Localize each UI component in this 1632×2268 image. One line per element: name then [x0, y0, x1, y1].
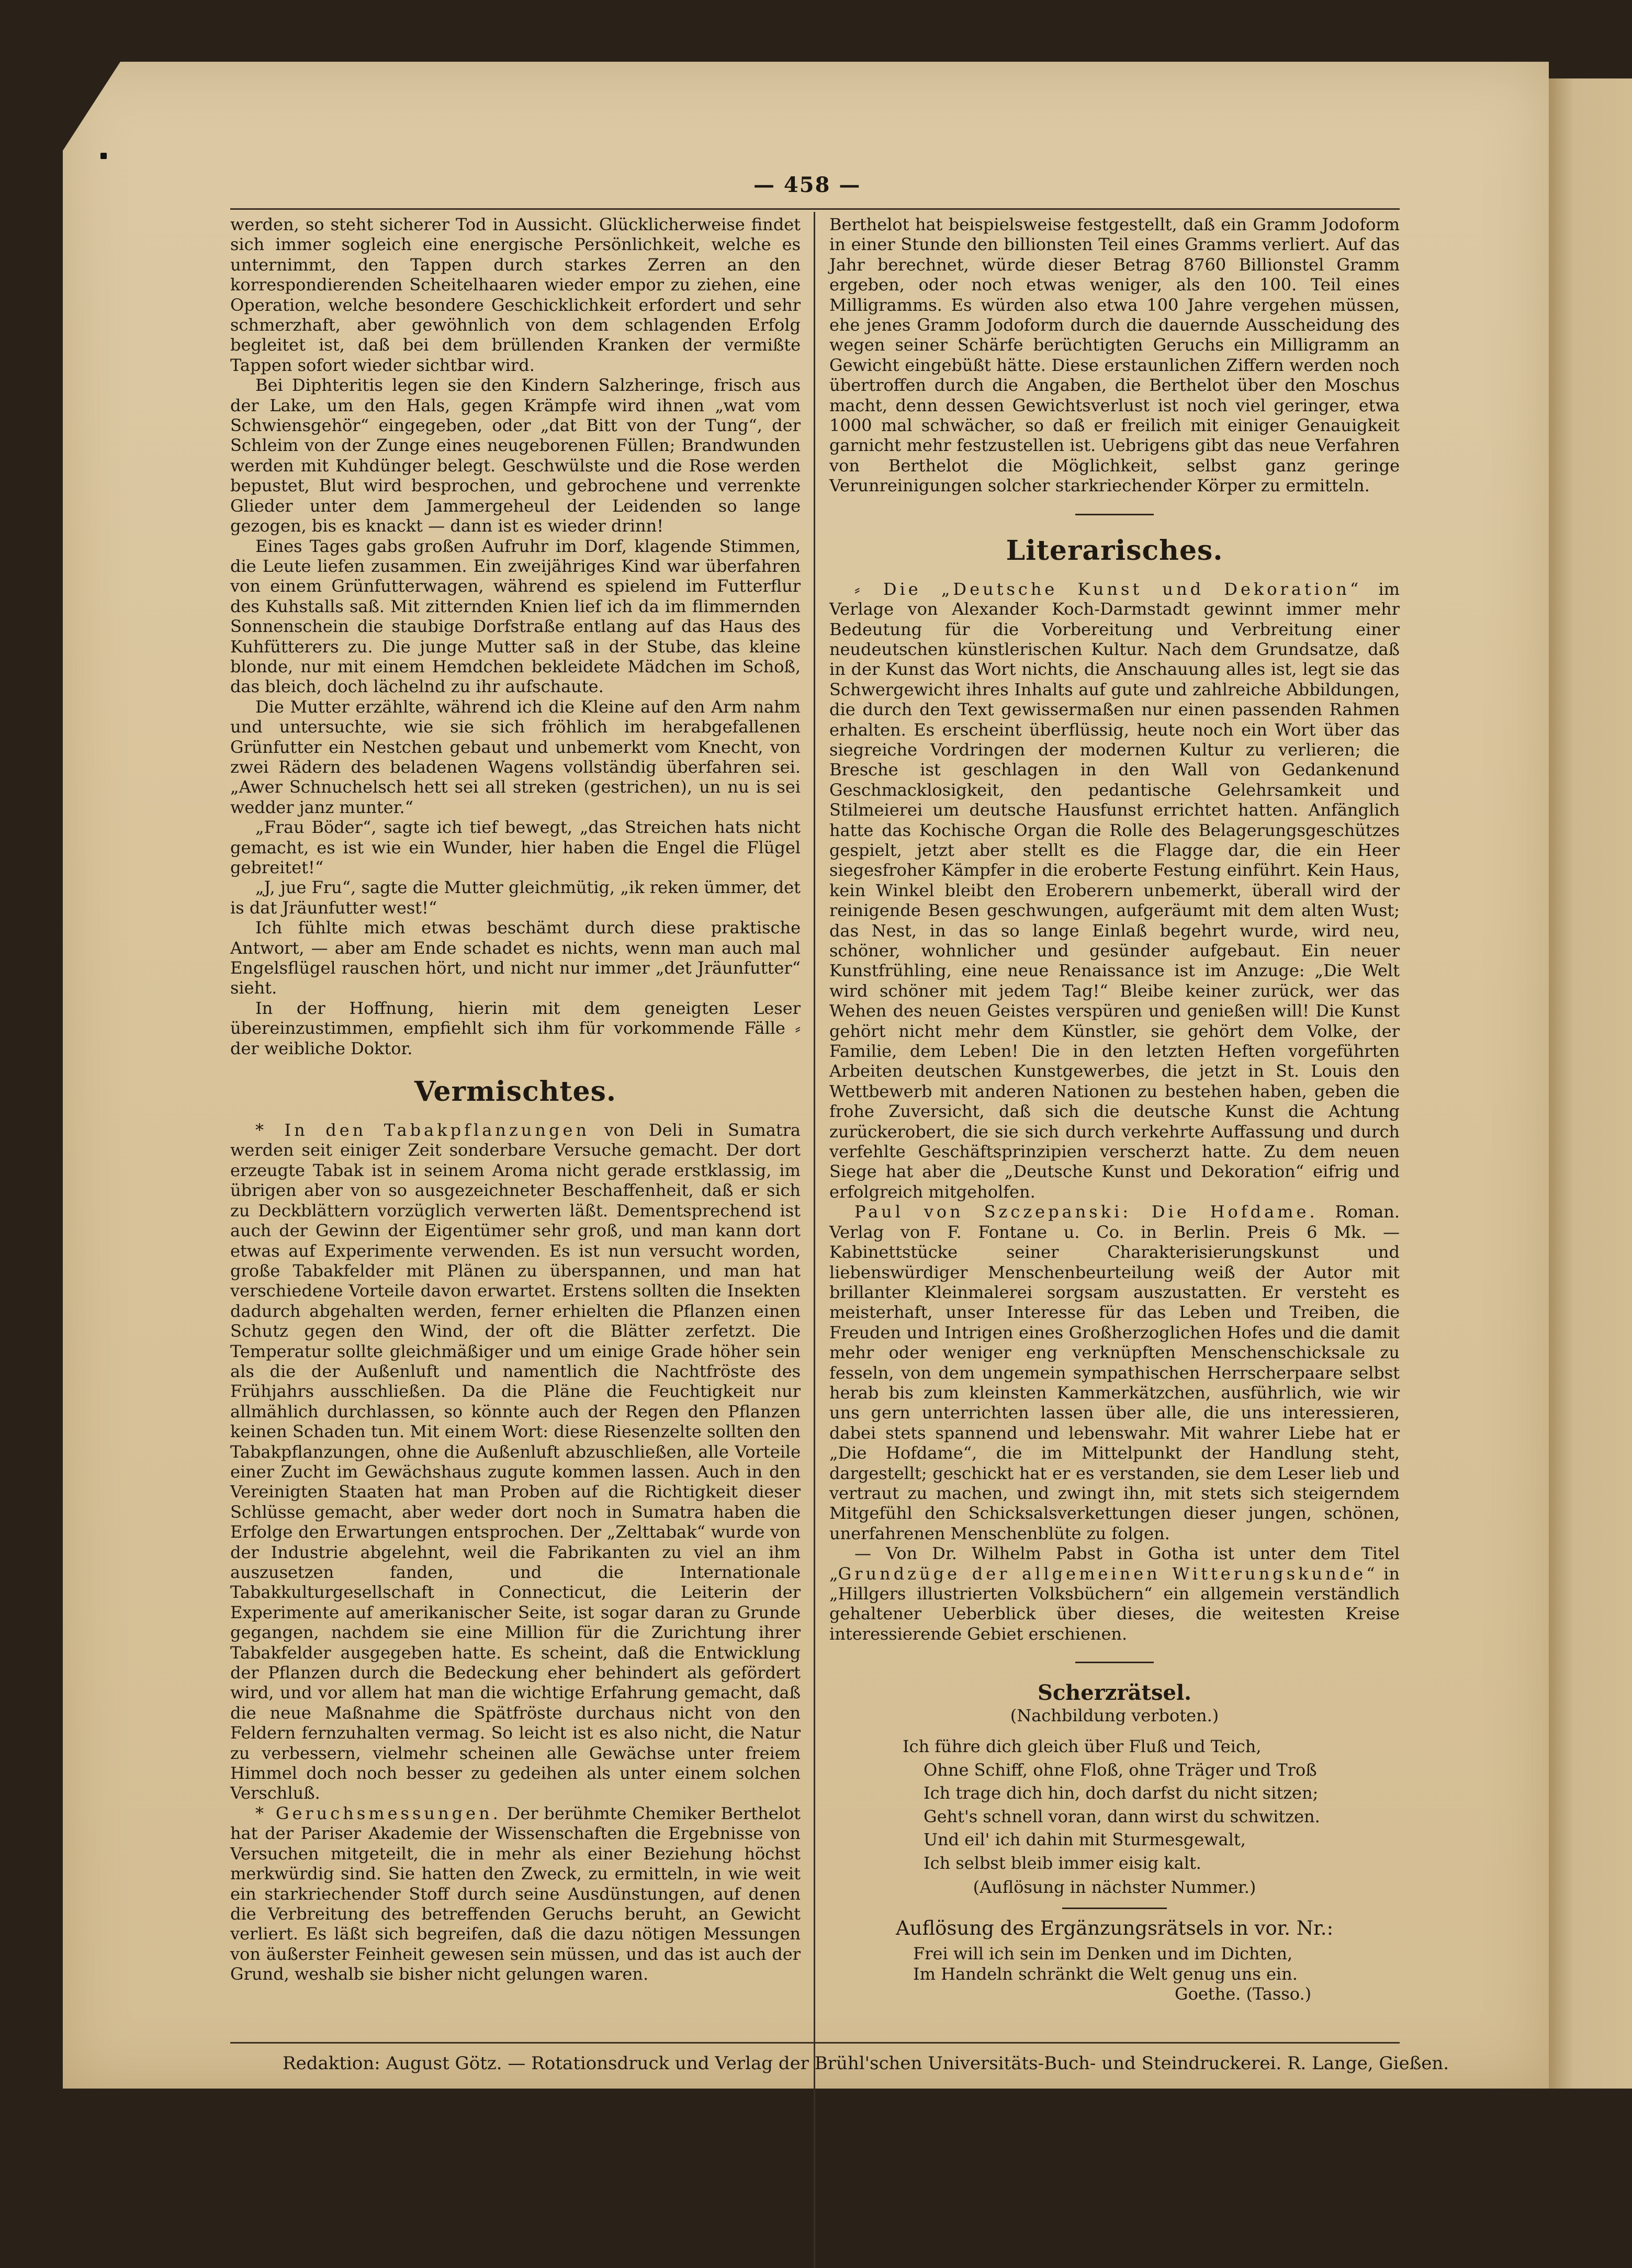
header-rule — [230, 208, 1400, 210]
separator-rule — [1075, 1662, 1154, 1663]
separator-rule — [1062, 1908, 1167, 1909]
review-witterung — [829, 1543, 1400, 1644]
review-body: Roman. Verlag von F. Fontane u. Co. in Berlin. Preis 6 Mk. — Kabinettstücke seiner Charakterisierungskunst und liebenswürdiger Menschenbeurteilung weiß der Autor mit brillanter Kleinmalerei sorgsam auszustatten. Er versteht es meisterhaft, unser Interesse für das Leben und Treiben, die Freuden und Intrigen eines Großherzoglichen Hofes und die damit mehr oder weniger eng verknüpften Menschenschicksale zu fesseln, von dem ungemein sympathischen Herrscherpaare selbst herab bis zum kleinsten Kammerkätzchen, ausführlich, wie wir uns gern unterrichten lassen über alle, die uns interessieren, dabei stets spannend und lebenswahr. Mit wahrer Liebe hat er „Die Hofdame“, die im Mittelpunkt der Handlung steht, dargestellt; geschickt hat er es verstanden, sie dem Leser lieb und vertraut zu machen, und zwingt ihn, mit stets sich steigerndem Mitgefühl den Schicksalsverkettungen dieser jungen, schönen, unerfahrenen Menschenblüte zu folgen. — [829, 1202, 1400, 1543]
paragraph: werden, so steht sicherer Tod in Aussicht. Glücklicherweise findet sich immer sogleich eine energische Persönlichkeit, welche es unternimmt, den Tappen durch starkes Zerren an den korrespondierenden Scheitelhaaren wieder empor zu ziehen, eine Operation, welche besondere Geschicklichkeit erfordert und sehr schmerzhaft, aber gewöhnlich von dem schlagenden Erfolg begleitet ist, daß bei dem brüllenden Kranken der vermißte Tappen sofort wieder sichtbar wird. — [230, 215, 801, 375]
review-lead: ⸗ Die „Deutsche Kunst und Dekoration“ — [854, 579, 1362, 599]
poem-line: Ich führe dich gleich über Fluß und Teich, — [903, 1736, 1262, 1757]
paragraph: Die Mutter erzählte, während ich die Kleine auf den Arm nahm und untersuchte, wie sie sich fröhlich im herabgefallenen Grünfutter ein Nestchen gebaut und unbemerkt vom Knecht, von zwei Rädern des beladenen Wagens vollständig überfahren sei. „Awer Schnuchelsch hett sei all streken (gestrichen), un nu is sei wedder janz munter.“ — [230, 696, 801, 817]
solution-line: Frei will ich sein im Denken und im Dichten, — [913, 1944, 1293, 1964]
article-geruch — [230, 1803, 801, 1984]
article-body: von Deli in Sumatra werden seit einiger Zeit sonderbare Versuche gemacht. Der dort erzeugte Tabak ist in seinem Aroma nicht gerade erstklassig, im übrigen aber von so ausgezeichneter Beschaffenheit, daß er sich zu Deckblättern vorzüglich verwerten läßt. Dementsprechend ist auch der Gewinn der Eigentümer sehr groß, und man kann dort etwas auf Experimente verwenden. Es ist nun versucht worden, große Tabakfelder mit Plänen zu überspannen, und man hat verschiedene Vorteile davon erwartet. Erstens sollten die Insekten dadurch abgehalten werden, ferner erhielten die Pflanzen einen Schutz gegen den Wind, der oft die Blätter zerfetzt. Die Temperatur sollte gleichmäßiger und um einige Grade höher sein als die der Außenluft und namentlich die Nachtfröste des Frühjahrs ausschließen. Da die Pläne die Feuchtigkeit nur allmählich durchlassen, so könnte auch der Regen den Pflanzen keinen Schaden tun. Mit einem Wort: diese Riesenzelte sollten den Tabakpflanzungen, ohne die Außenluft abzuschließen, alle Vorteile einer Zucht im Gewächshaus zugute kommen lassen. Auch in den Vereinigten Staaten hat man Proben auf die Richtigkeit dieser Schlüsse gemacht, aber weder dort noch in Sumatra haben die Erfolge den Erwartungen entsprochen. Der „Zelttabak“ wurde von der Industrie abgelehnt, weil die Fabrikanten zu viel an ihm auszusetzen fanden, und die Internationale Tabakkulturgesellschaft in Connecticut, die Leiterin der Experimente auf amerikanischer Seite, ist sogar daran zu Grunde gegangen, nachdem sie eine Million für die Zurichtung ihrer Tabakfelder ausgegeben hatte. Es scheint, daß die Entwicklung der Pflanzen durch die Bedeckung eher behindert als gefördert wird, und vor allem hat man die wichtige Erfahrung gemacht, daß die neue Maßnahme die Spätfröste durchaus nicht von den Feldern fernzuhalten vermag. So leicht ist es also nicht, die Natur zu verbessern, vielmehr scheinen alle Gewächse unter freiem Himmel doch noch besser zu gedeihen als unter einem solchen Verschluß. — [230, 1120, 801, 1803]
poem-line: Und eil' ich dahin mit Sturmesgewalt, — [924, 1830, 1246, 1850]
article-body: Der berühmte Chemiker Berthelot hat der Pariser Akademie der Wissenschaften die Ergebnisse von Versuchen mitgeteilt, die in mehr als einer Beziehung höchst merkwürdig sind. Sie hatten den Zweck, zu ermitteln, in wie weit ein starkriechender Stoff durch seine Ausdünstungen, auf denen die Verbreitung des betreffenden Geruchs beruht, an Gewicht verliert. Es läßt sich begreifen, daß die dazu nötigen Messungen von äußerster Feinheit gewesen sein müssen, und das ist auch der Grund, weshalb sie bisher nicht gelungen waren. — [230, 1803, 801, 1984]
review-body: — Von Dr. Wilhelm Pabst in Gotha ist unter dem Titel „ — [829, 1543, 1400, 1584]
section-heading-literarisches: Literarisches. — [1006, 534, 1223, 567]
riddle-poem — [903, 1735, 1400, 1875]
poem-line: Ohne Schiff, ohne Floß, ohne Träger und Troß — [924, 1759, 1317, 1780]
solution-title: Auflösung des Ergänzungsrätsels in vor. Nr.: — [895, 1917, 1334, 1939]
paragraph: „Frau Böder“, sagte ich tief bewegt, „das Streichen hats nicht gemacht, es ist wie ein Wunder, hier haben die Engel die Flügel gebreitet!“ — [230, 817, 801, 877]
article-tabak — [230, 1120, 801, 1803]
footer-rule — [230, 2042, 1400, 2044]
answer-note: (Auflösung in nächster Nummer.) — [973, 1877, 1256, 1897]
review-lead: Paul von Szczepanski: Die Hofdame. — [854, 1202, 1318, 1222]
paragraph: Eines Tages gabs großen Aufruhr im Dorf, klagende Stimmen, die Leute liefen zusammen. Ein zweijähriges Kind war überfahren von einem Grünfutterwagen, während es spielend im Futterflur des Kuhstalls saß. Mit zitternden Knien lief ich da im flimmernden Sonnenschein die staubige Dorfstraße entlang auf das Haus des Kuhfütterers zu. Die junge Mutter saß in der Stube, das kleine blonde, nur mit einem Hemdchen bekleidete Mädchen im Schoß, das bleich, doch lächelnd zu ihr aufschaute. — [230, 536, 801, 697]
paragraph: Ich fühlte mich etwas beschämt durch diese praktische Antwort, — aber am Ende schadet es nichts, wenn man auch mal Engelsflügel rauschen hört, und nicht nur immer „det Jräunfutter“ sieht. — [230, 918, 801, 998]
poem-line: Ich trage dich hin, doch darfst du nicht sitzen; — [924, 1783, 1319, 1803]
left-column — [230, 215, 801, 1984]
review-kunst — [829, 579, 1400, 1202]
review-title: Grundzüge der allgemeinen Witterungskunde — [838, 1563, 1367, 1584]
poem-line: Geht's schnell voran, dann wirst du schwitzen. — [924, 1806, 1320, 1826]
solution-line: Im Handeln schränkt die Welt genug uns ein. — [913, 1964, 1298, 1984]
article-lead: * In den Tabakpflanzungen — [255, 1120, 590, 1141]
review-hofdame — [829, 1202, 1400, 1543]
ink-dot — [100, 153, 107, 159]
riddle-title: Scherzrätsel. — [1037, 1680, 1192, 1706]
paragraph: „J, jue Fru“, sagte die Mutter gleichmütig, „ik reken ümmer, det is dat Jräunfutter west!“ — [230, 877, 801, 918]
paragraph: In der Hoffnung, hierin mit dem geneigten Leser übereinzustimmen, empfiehlt sich ihm für vorkommende Fälle ⸗ der weibliche Doktor. — [230, 998, 801, 1058]
poem-line: Ich selbst bleib immer eisig kalt. — [924, 1853, 1201, 1873]
review-body: im Verlage von Alexander Koch-Darmstadt gewinnt immer mehr Bedeutung für die Vorbereitung und Verbreitung einer neudeutschen künstlerischen Kultur. Nach dem Grundsatze, daß in der Kunst das Wort nichts, die Anschauung alles ist, legt sie das Schwergewicht ihres Inhalts auf gute und zahlreiche Abbildungen, die durch den Text gewissermaßen nur einen passenden Rahmen erhalten. Es erscheint überflüssig, heute noch ein Wort über das siegreiche Vordringen der modernen Kultur zu verlieren; die Bresche ist geschlagen in den Wall von Gedankenund Geschmacklosigkeit, den pedantische Gelehrsamkeit und Stilmeierei um deutsche Hausfunst errichtet hatten. Anfänglich hatte das Kochische Organ die Rolle des Belagerungsgeschützes gespielt, jetzt aber stellt es die Flagge dar, die ein Heer siegesfroher Kämpfer in die eroberte Festung einführt. Kein Haus, kein Winkel bleibt den Eroberern unbemerkt, überall wird der reinigende Besen geschwungen, aufgeräumt mit dem alten Wust; das Nest, in das so lange Einlaß begehrt wurde, wird neu, schöner, wohnlicher und gesünder aufgebaut. Ein neuer Kunstfrühling, eine neue Renaissance ist im Anzuge: „Die Welt wird schöner mit jedem Tag!“ Bleibe keiner zurück, wer das Wehen des neuen Geistes verspüren und genießen will! Die Kunst gehört nicht mehr dem Künstler, sie gehört dem Volke, der Familie, dem Leben! Die in den letzten Heften vorgeführten Arbeiten deutschen Kunstgewerbes, die jetzt in St. Louis den Wettbewerb mit anderen Nationen zu bestehen haben, geben die frohe Zuversicht, daß sich die deutsche Kunst die Achtung zurückerobert, die sie sich durch verkehrte Auffassung und durch verfehlte Geschäftsprinzipien verscherzt hatte. Zu dem neuen Siege hat aber die „Deutsche Kunst und Dekoration“ eifrig und erfolgreich mitgeholfen. — [829, 579, 1400, 1202]
column-divider — [814, 212, 815, 2268]
review-body: “ in „Hillgers illustrierten Volksbüchern“ ein allgemein verständlich gehaltener Ueberblick über dieses, die weitesten Kreise interessierende Gebiet erschienen. — [829, 1563, 1400, 1644]
article-lead: * Geruchsmessungen. — [255, 1803, 501, 1823]
separator-rule — [1075, 514, 1154, 515]
adjacent-page-edge — [1549, 78, 1632, 2089]
riddle-note: (Nachbildung verboten.) — [1010, 1705, 1219, 1725]
solution-attribution: Goethe. (Tasso.) — [1175, 1984, 1312, 2004]
solution-verse — [913, 1944, 1400, 2004]
paragraph: Bei Diphteritis legen sie den Kindern Salzheringe, frisch aus der Lake, um den Hals, gegen Krämpfe wird ihnen „wat vom Schwiensgehör“ eingegeben, oder „dat Bitt von der Tung“, der Schleim von der Zunge eines neugeborenen Füllen; Brandwunden werden mit Kuhdünger belegt. Geschwülste und die Rose werden bepustet, Blut wird besprochen, und gebrochene und verrenkte Glieder unter dem Jammergeheul der Leidenden so lange gezogen, bis es knackt — dann ist es wieder drinn! — [230, 375, 801, 536]
paragraph: Berthelot hat beispielsweise festgestellt, daß ein Gramm Jodoform in einer Stunde den billionsten Teil eines Gramms verliert. Auf das Jahr berechnet, würde dieser Betrag 8760 Billionstel Gramm ergeben, oder noch etwas weniger, als den 100. Teil eines Milligramms. Es würden also etwa 100 Jahre vergehen müssen, ehe jenes Gramm Jodoform durch die dauernde Ausscheidung des wegen seiner Schärfe berüchtigten Geruchs ein Milligramm an Gewicht eingebüßt hätte. Diese erstaunlichen Ziffern werden noch übertroffen durch die Angaben, die Berthelot über den Moschus macht, denn dessen Gewichtsverlust ist noch viel geringer, etwa 1000 mal schwächer, so daß er freilich mit einiger Genauigkeit garnicht mehr festzustellen ist. Uebrigens gibt das neue Verfahren von Berthelot die Möglichkeit, selbst ganz geringe Verunreinigungen solcher starkriechender Körper zu ermitteln. — [829, 215, 1400, 496]
imprint: Redaktion: August Götz. — Rotationsdruck und Verlag der Brühl'schen Universitäts-Buch- und Steindruckerei. R. Lange, Gießen. — [283, 2053, 1449, 2074]
right-column — [829, 215, 1400, 2004]
section-heading-vermischtes: Vermischtes. — [414, 1076, 617, 1108]
page-number: — 458 — — [753, 173, 861, 197]
